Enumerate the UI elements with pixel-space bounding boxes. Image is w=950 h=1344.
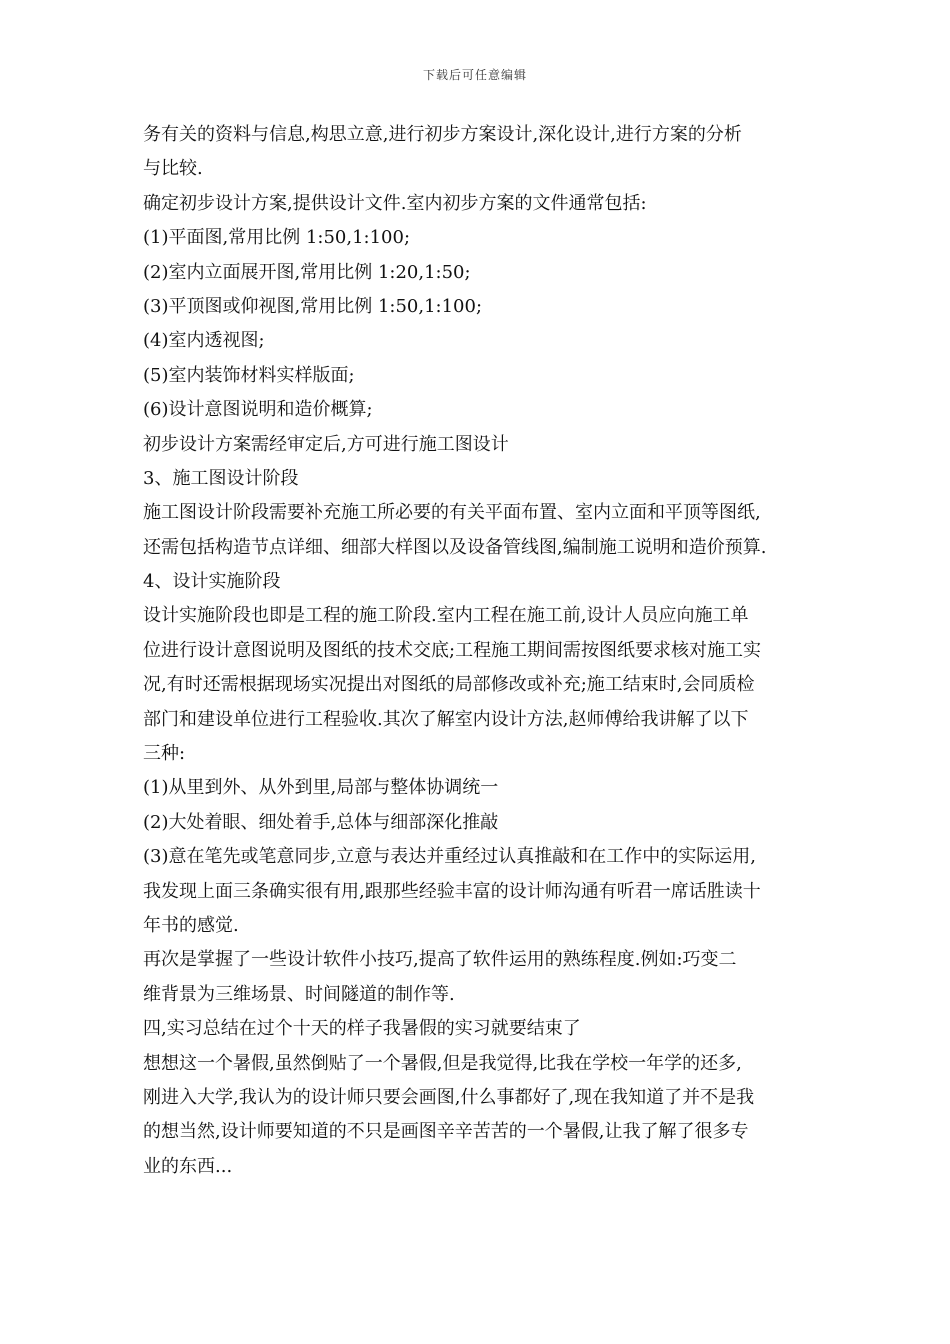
text-line: (3)意在笔先或笔意同步,立意与表达并重经过认真推敲和在工作中的实际运用, [143, 846, 756, 868]
text-line: (6)设计意图说明和造价概算; [143, 399, 373, 421]
text-line: (1)平面图,常用比例 1:50,1:100; [143, 227, 411, 249]
page-header: 下载后可任意编辑 [422, 68, 527, 82]
text-line: (3)平顶图或仰视图,常用比例 1:50,1:100; [143, 295, 483, 317]
text-line: (1)从里到外、从外到里,局部与整体协调统一 [143, 777, 499, 799]
text-line: 再次是掌握了一些设计软件小技巧,提高了软件运用的熟练程度.例如:巧变二 [143, 949, 737, 971]
text-line: 设计实施阶段也即是工程的施工阶段.室内工程在施工前,设计人员应向施工单 [143, 605, 749, 627]
text-line: 想想这一个暑假,虽然倒贴了一个暑假,但是我觉得,比我在学校一年学的还多, [143, 1052, 742, 1074]
section-heading: 3、施工图设计阶段 [143, 467, 299, 489]
text-line: 施工图设计阶段需要补充施工所必要的有关平面布置、室内立面和平顶等图纸, [143, 502, 761, 524]
text-line: 况,有时还需根据现场实况提出对图纸的局部修改或补充;施工结束时,会同质检 [143, 674, 755, 696]
text-line: 位进行设计意图说明及图纸的技术交底;工程施工期间需按图纸要求核对施工实 [143, 639, 762, 661]
text-line: 部门和建设单位进行工程验收.其次了解室内设计方法,赵师傅给我讲解了以下 [143, 708, 749, 730]
text-line: 我发现上面三条确实很有用,跟那些经验丰富的设计师沟通有听君一席话胜读十 [143, 880, 761, 902]
text-line: 务有关的资料与信息,构思立意,进行初步方案设计,深化设计,进行方案的分析 [143, 124, 742, 145]
text-line: 刚进入大学,我认为的设计师只要会画图,什么事都好了,现在我知道了并不是我 [143, 1086, 755, 1108]
text-line: 的想当然,设计师要知道的不只是画图辛辛苦苦的一个暑假,让我了解了很多专 [143, 1121, 749, 1143]
text-line: (2)大处着眼、细处着手,总体与细部深化推敲 [143, 811, 499, 833]
section-heading: 4、设计实施阶段 [143, 571, 281, 593]
body-text [143, 118, 815, 1184]
text-line: 确定初步设计方案,提供设计文件.室内初步方案的文件通常包括: [143, 192, 647, 214]
text-line: 业的东西... [143, 1155, 233, 1177]
text-line: 与比较. [143, 158, 203, 180]
section-heading: 四,实习总结在过个十天的样子我暑假的实习就要结束了 [143, 1018, 581, 1040]
text-line: 维背景为三维场景、时间隧道的制作等. [143, 983, 455, 1005]
text-line: 三种: [143, 743, 186, 765]
text-line: (5)室内装饰材料实样版面; [143, 364, 355, 386]
text-line: 初步设计方案需经审定后,方可进行施工图设计 [143, 433, 509, 455]
text-line: 年书的感觉. [143, 914, 239, 936]
text-line: (2)室内立面展开图,常用比例 1:20,1:50; [143, 261, 471, 283]
text-line: (4)室内透视图; [143, 330, 265, 352]
text-line: 还需包括构造节点详细、细部大样图以及设备管线图,编制施工说明和造价预算. [143, 536, 767, 558]
